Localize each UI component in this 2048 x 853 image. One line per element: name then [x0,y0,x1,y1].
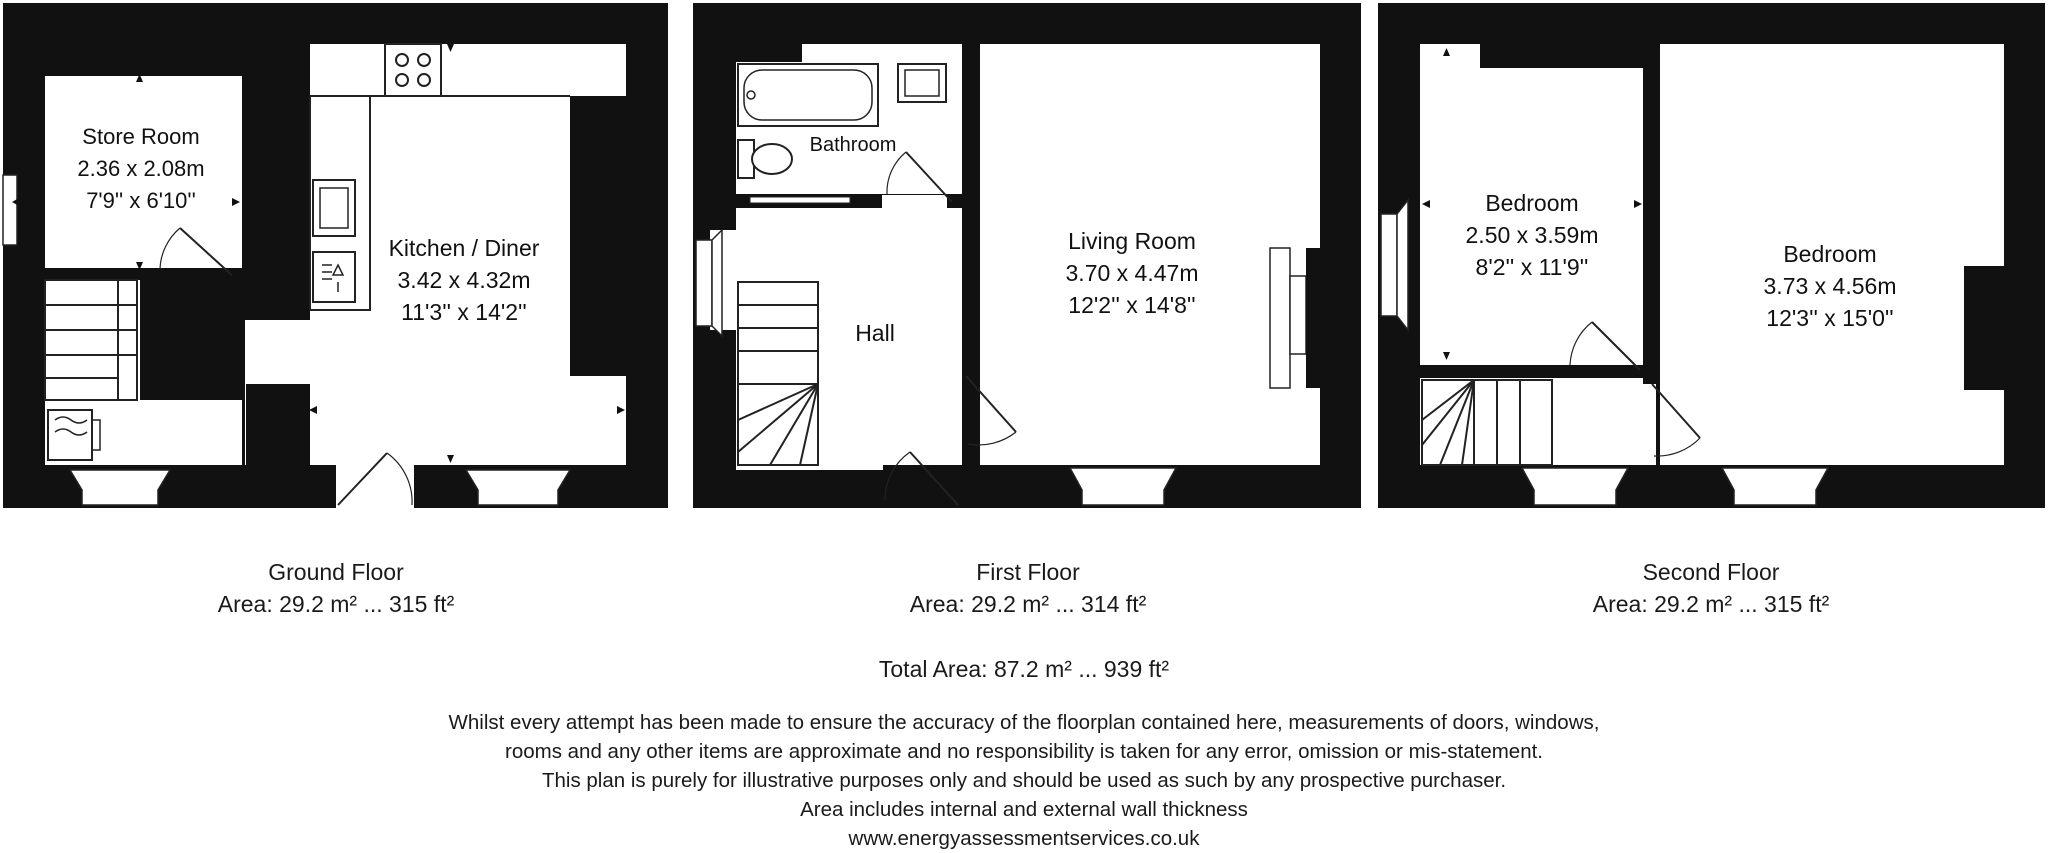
kitchen-imperial: 11'3'' x 14'2'' [401,299,527,325]
ground-floor-name: Ground Floor [268,559,404,585]
second-floor-caption [1391,556,2031,620]
disclaimer [0,708,2048,853]
ground-stairwell [45,280,140,405]
living-room-metric: 3.70 x 4.47m [1065,260,1199,286]
store-room-name: Store Room [82,124,200,149]
second-bottom-window-right [1722,468,1828,505]
second-floor-stairs [1422,380,1552,465]
store-room-imperial: 7'9'' x 6'10'' [86,188,196,213]
second-floor-plan [1378,3,2045,508]
disclaimer-line: This plan is purely for illustrative purposes only and should be used as such by any prospective purchaser. [541,769,1507,792]
disclaimer-line: Whilst every attempt has been made to ensure the accuracy of the floorplan contained here, measurements of doors, windows, [448,711,1600,734]
ground-bottom-window-left [70,470,170,505]
first-floor-caption [708,556,1348,620]
boiler-icon [48,410,100,460]
second-floor-name: Second Floor [1642,559,1780,585]
bedroom-small-metric: 2.50 x 3.59m [1465,222,1599,248]
ground-bottom-window-right [466,470,570,505]
bath-icon [738,64,878,126]
kitchen-name: Kitchen / Diner [388,235,540,261]
second-left-window [1381,200,1408,330]
website-url: www.energyassessmentservices.co.uk [848,827,1200,850]
store-room-metric: 2.36 x 2.08m [77,156,205,181]
hob-icon [385,44,441,96]
kitchen-metric: 3.42 x 4.32m [397,267,531,293]
living-room-imperial: 12'2'' x 14'8'' [1068,292,1196,318]
first-floor-name: First Floor [976,559,1080,585]
sink-icon [313,180,355,236]
living-room-area [980,44,1320,465]
ground-floor-caption [16,556,656,620]
bathroom-name: Bathroom [809,134,897,156]
ground-left-window [3,175,17,245]
first-floor-stairs [738,282,818,465]
bedroom-large-imperial: 12'3'' x 15'0'' [1766,305,1894,331]
ground-floor-area: Area: 29.2 m² ... 315 ft² [217,591,455,617]
disclaimer-line: rooms and any other items are approximate and no responsibility is taken for any error, omission or mis-statement. [505,740,1543,763]
disclaimer-line: Area includes internal and external wall thickness [800,798,1248,821]
ground-floor-plan [3,3,668,508]
first-left-window [696,230,722,336]
appliance-icon [313,252,355,302]
bedroom-small-name: Bedroom [1485,190,1579,216]
bedroom-small-imperial: 8'2'' x 11'9'' [1475,254,1589,280]
total-area: Total Area: 87.2 m² ... 939 ft² [878,656,1170,682]
first-floor-area: Area: 29.2 m² ... 314 ft² [909,591,1147,617]
second-bottom-window-left [1522,468,1628,505]
first-bottom-window [1070,468,1176,505]
hall-name: Hall [855,320,895,346]
second-floor-area: Area: 29.2 m² ... 315 ft² [1592,591,1830,617]
basin-icon [898,64,946,102]
bedroom-large-metric: 3.73 x 4.56m [1763,273,1897,299]
living-room-name: Living Room [1068,228,1196,254]
first-floor-plan [693,3,1361,508]
bedroom-large-name: Bedroom [1783,241,1877,267]
